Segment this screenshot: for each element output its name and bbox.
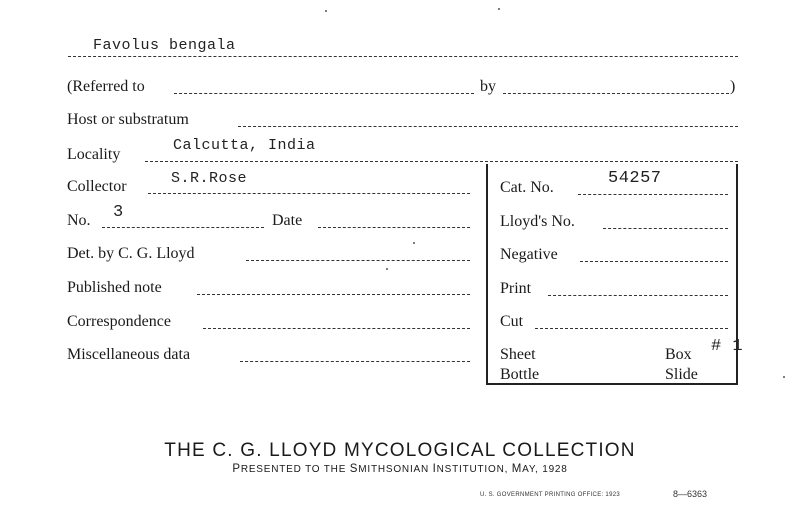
locality-value: Calcutta, India [173, 137, 316, 154]
print-label: Print [500, 280, 532, 297]
no-value: 3 [113, 203, 124, 222]
correspondence-label: Correspondence [67, 313, 171, 330]
lloyds-no-line [603, 228, 728, 229]
box-value: # 1 [711, 337, 744, 356]
box-label: Box [665, 346, 692, 363]
no-line [102, 227, 264, 228]
cat-no-value: 54257 [608, 169, 662, 188]
date-label: Date [272, 212, 303, 229]
scan-speck [498, 8, 500, 10]
no-label: No. [67, 212, 91, 229]
published-note-line [197, 294, 470, 295]
lloyds-no-label: Lloyd's No. [500, 213, 575, 230]
printing-office-note: U. S. GOVERNMENT PRINTING OFFICE: 1923 [480, 492, 620, 498]
referred-to-line [174, 93, 474, 94]
scan-speck [413, 242, 415, 244]
published-note-label: Published note [67, 279, 162, 296]
by-line [503, 93, 729, 94]
scan-speck [783, 376, 785, 378]
det-by-label: Det. by C. G. Lloyd [67, 245, 195, 262]
cut-label: Cut [500, 313, 524, 330]
close-paren: ) [730, 78, 736, 95]
negative-line [580, 261, 728, 262]
slide-label: Slide [665, 366, 698, 383]
collection-title: THE C. G. LLOYD MYCOLOGICAL COLLECTION [164, 440, 636, 461]
det-by-line [246, 260, 470, 261]
cat-no-line [578, 194, 728, 195]
subtitle-part: RESENTED TO THE [240, 464, 350, 475]
bottle-label: Bottle [500, 366, 540, 383]
subtitle-part: MITHSONIAN [358, 464, 433, 475]
cat-no-label: Cat. No. [500, 179, 554, 196]
negative-label: Negative [500, 246, 558, 263]
subtitle-part: AY, 1928 [522, 464, 568, 475]
species-name: Favolus bengala [93, 37, 236, 54]
scan-speck [386, 268, 388, 270]
subtitle-part: M [511, 463, 523, 475]
correspondence-line [203, 328, 470, 329]
host-line [238, 126, 738, 127]
print-line [548, 295, 728, 296]
host-label: Host or substratum [67, 111, 189, 128]
box-left-border [486, 164, 488, 385]
collector-value: S.R.Rose [171, 170, 248, 187]
collector-line [148, 193, 470, 194]
locality-label: Locality [67, 146, 121, 163]
cut-line [535, 328, 728, 329]
subtitle-part: P [232, 463, 241, 475]
misc-data-label: Miscellaneous data [67, 346, 191, 363]
sheet-label: Sheet [500, 346, 536, 363]
subtitle-part: S [349, 463, 359, 475]
form-number: 8—6363 [673, 489, 708, 499]
scan-speck [325, 10, 327, 12]
subtitle-part: I [432, 463, 437, 475]
collection-subtitle [0, 463, 800, 475]
misc-data-line [240, 361, 470, 362]
by-label: by [480, 78, 496, 95]
referred-to-label: (Referred to [67, 78, 145, 95]
collector-label: Collector [67, 178, 127, 195]
subtitle-part: NSTITUTION, [436, 464, 512, 475]
species-line [68, 56, 738, 57]
locality-line [145, 161, 738, 162]
date-line [318, 227, 470, 228]
